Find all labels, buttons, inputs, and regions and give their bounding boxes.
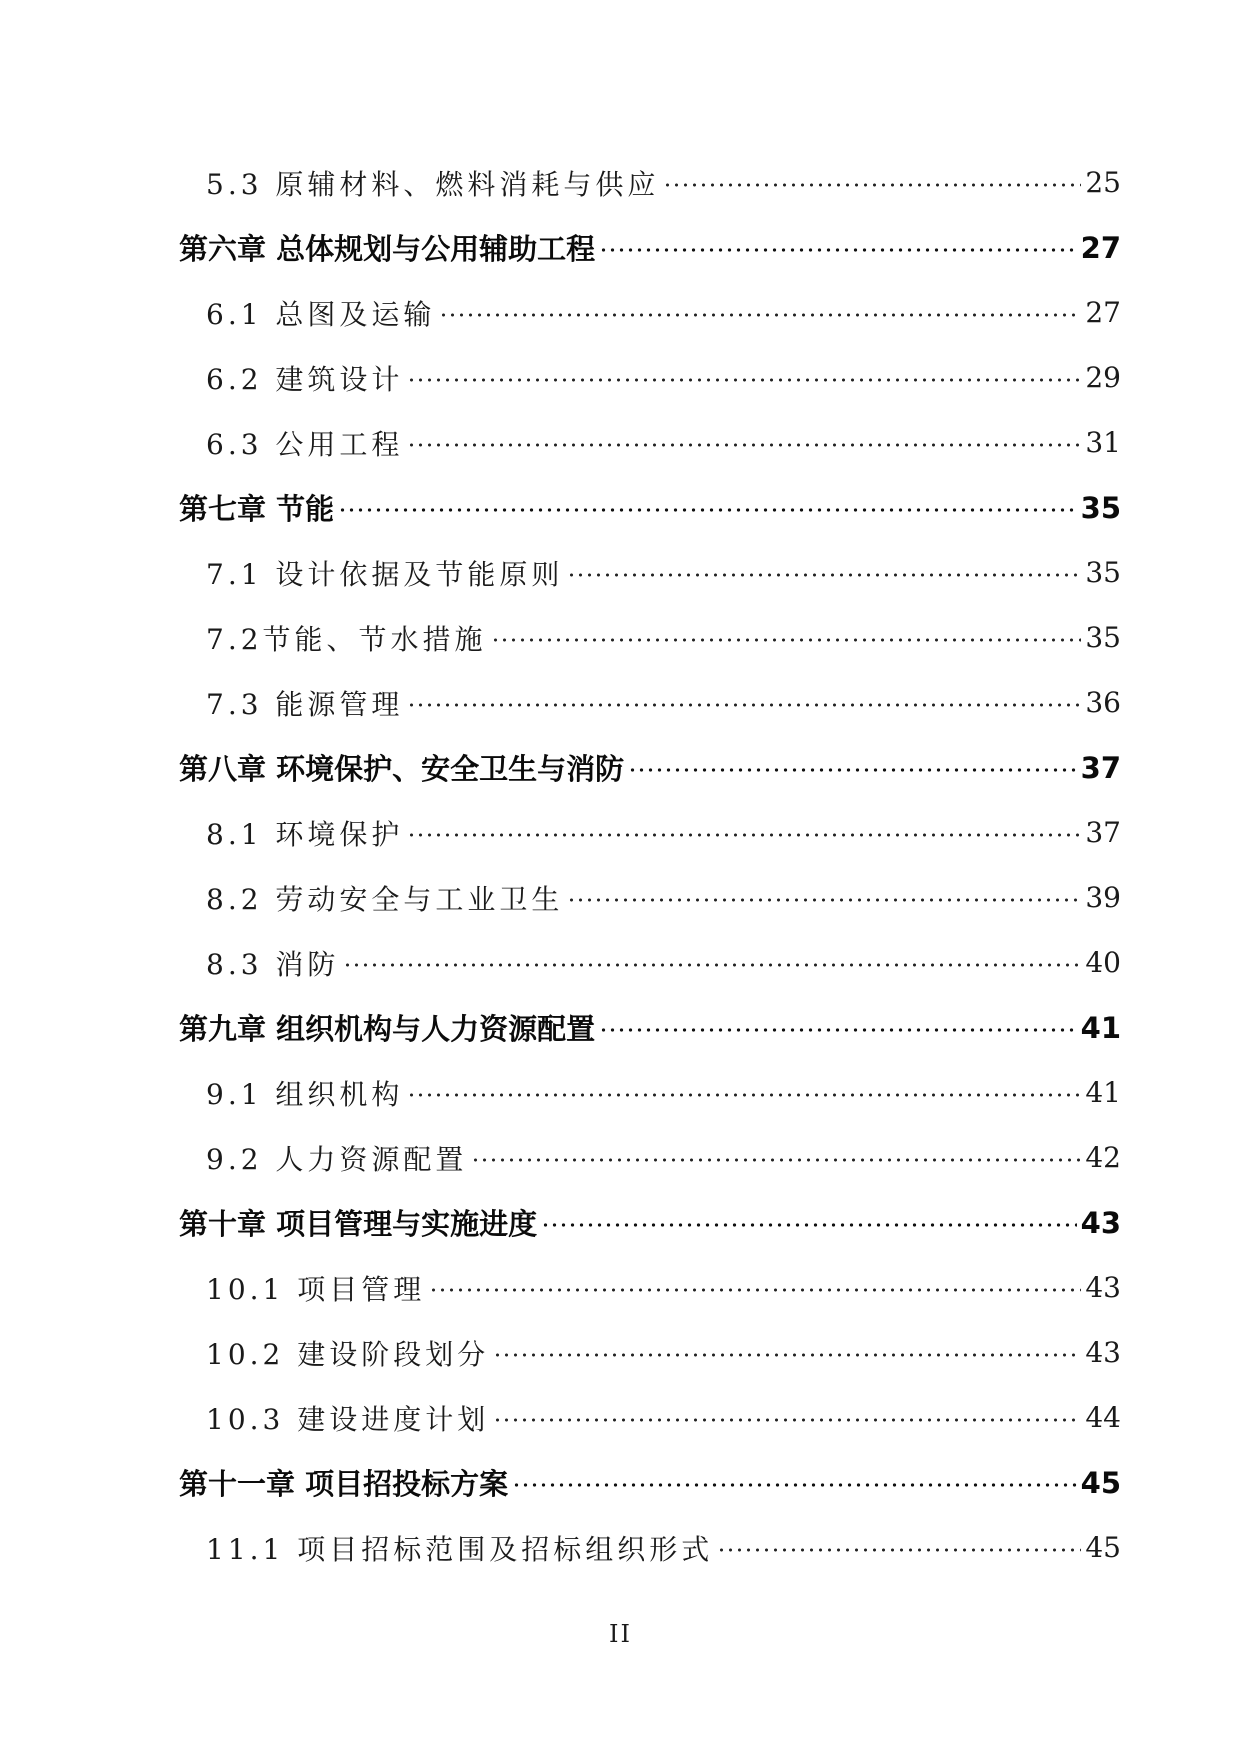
toc-entry-chapter[interactable] bbox=[0, 475, 1241, 540]
toc-entry-section[interactable] bbox=[0, 670, 1241, 735]
toc-entry-page: 35 bbox=[1080, 490, 1121, 525]
toc-entry-section[interactable] bbox=[0, 150, 1241, 215]
toc-entry-title: 11.1 项目招标范围及招标组织形式 bbox=[206, 1532, 714, 1566]
toc-entry-page: 39 bbox=[1085, 881, 1121, 914]
toc-entry-chapter[interactable] bbox=[0, 1450, 1241, 1515]
dot-leader bbox=[599, 1028, 1077, 1032]
dot-leader bbox=[407, 443, 1081, 447]
toc-entry-page: 35 bbox=[1085, 621, 1121, 654]
dot-leader bbox=[599, 248, 1077, 252]
dot-leader bbox=[439, 313, 1081, 317]
toc-entry-section[interactable] bbox=[0, 280, 1241, 345]
toc-entry-page: 43 bbox=[1085, 1336, 1121, 1369]
toc-entry-page: 27 bbox=[1085, 296, 1121, 329]
toc-entry-title: 9.1 组织机构 bbox=[206, 1077, 404, 1111]
dot-leader bbox=[338, 508, 1077, 512]
toc-entry-section[interactable] bbox=[0, 605, 1241, 670]
toc-entry-page: 25 bbox=[1085, 166, 1121, 199]
toc-entry-page: 31 bbox=[1085, 426, 1121, 459]
toc-entry-section[interactable] bbox=[0, 1060, 1241, 1125]
toc-entry-title: 6.2 建筑设计 bbox=[206, 362, 404, 396]
toc-entry-page: 42 bbox=[1085, 1141, 1121, 1174]
toc-entry-title: 8.2 劳动安全与工业卫生 bbox=[206, 882, 564, 916]
dot-leader bbox=[663, 183, 1081, 187]
toc-entry-title: 6.3 公用工程 bbox=[206, 427, 404, 461]
dot-leader bbox=[628, 768, 1077, 772]
toc-entry-title: 10.3 建设进度计划 bbox=[206, 1402, 490, 1436]
dot-leader bbox=[512, 1483, 1077, 1487]
toc-entry-title: 第十一章 项目招投标方案 bbox=[179, 1467, 509, 1501]
toc-entry-page: 36 bbox=[1085, 686, 1121, 719]
toc-entry-title: 8.3 消防 bbox=[206, 947, 340, 981]
toc-entry-section[interactable] bbox=[0, 1320, 1241, 1385]
dot-leader bbox=[717, 1548, 1081, 1552]
toc-entry-title: 第十章 项目管理与实施进度 bbox=[179, 1207, 538, 1241]
dot-leader bbox=[567, 573, 1081, 577]
toc-entry-section[interactable] bbox=[0, 410, 1241, 475]
toc-entry-title: 6.1 总图及运输 bbox=[206, 297, 436, 331]
toc-entry-title: 第六章 总体规划与公用辅助工程 bbox=[179, 232, 596, 266]
dot-leader bbox=[567, 898, 1081, 902]
table-of-contents bbox=[0, 150, 1241, 1580]
toc-entry-page: 35 bbox=[1085, 556, 1121, 589]
dot-leader bbox=[471, 1158, 1081, 1162]
toc-entry-page: 40 bbox=[1085, 946, 1121, 979]
dot-leader bbox=[407, 703, 1081, 707]
toc-entry-page: 44 bbox=[1085, 1401, 1121, 1434]
toc-entry-section[interactable] bbox=[0, 1255, 1241, 1320]
toc-entry-chapter[interactable] bbox=[0, 215, 1241, 280]
dot-leader bbox=[541, 1223, 1077, 1227]
dot-leader bbox=[491, 638, 1082, 642]
toc-entry-title: 7.1 设计依据及节能原则 bbox=[206, 557, 564, 591]
toc-entry-page: 45 bbox=[1080, 1465, 1121, 1500]
toc-entry-chapter[interactable] bbox=[0, 1190, 1241, 1255]
toc-entry-section[interactable] bbox=[0, 1515, 1241, 1580]
dot-leader bbox=[493, 1353, 1081, 1357]
dot-leader bbox=[407, 378, 1081, 382]
toc-entry-title: 7.2节能、节水措施 bbox=[206, 622, 487, 656]
toc-entry-section[interactable] bbox=[0, 1125, 1241, 1190]
toc-entry-page: 29 bbox=[1085, 361, 1121, 394]
toc-entry-title: 9.2 人力资源配置 bbox=[206, 1142, 468, 1176]
page-number: II bbox=[609, 1620, 632, 1648]
dot-leader bbox=[343, 963, 1081, 967]
toc-entry-page: 37 bbox=[1080, 750, 1121, 785]
toc-entry-title: 8.1 环境保护 bbox=[206, 817, 404, 851]
toc-entry-page: 41 bbox=[1085, 1076, 1121, 1109]
toc-entry-title: 第七章 节能 bbox=[179, 492, 335, 526]
toc-entry-title: 第九章 组织机构与人力资源配置 bbox=[179, 1012, 596, 1046]
dot-leader bbox=[429, 1288, 1081, 1292]
toc-entry-chapter[interactable] bbox=[0, 995, 1241, 1060]
dot-leader bbox=[493, 1418, 1081, 1422]
toc-entry-section[interactable] bbox=[0, 865, 1241, 930]
toc-entry-title: 5.3 原辅材料、燃料消耗与供应 bbox=[206, 167, 660, 201]
toc-entry-title: 10.2 建设阶段划分 bbox=[206, 1337, 490, 1371]
toc-entry-page: 43 bbox=[1080, 1205, 1121, 1240]
toc-entry-title: 10.1 项目管理 bbox=[206, 1272, 426, 1306]
toc-entry-page: 43 bbox=[1085, 1271, 1121, 1304]
toc-entry-chapter[interactable] bbox=[0, 735, 1241, 800]
toc-entry-section[interactable] bbox=[0, 800, 1241, 865]
toc-entry-page: 41 bbox=[1080, 1010, 1121, 1045]
toc-entry-page: 27 bbox=[1080, 230, 1121, 265]
dot-leader bbox=[407, 1093, 1081, 1097]
toc-entry-section[interactable] bbox=[0, 1385, 1241, 1450]
toc-entry-title: 第八章 环境保护、安全卫生与消防 bbox=[179, 752, 625, 786]
toc-entry-section[interactable] bbox=[0, 540, 1241, 605]
toc-entry-section[interactable] bbox=[0, 930, 1241, 995]
toc-entry-title: 7.3 能源管理 bbox=[206, 687, 404, 721]
toc-entry-page: 45 bbox=[1085, 1531, 1121, 1564]
toc-entry-section[interactable] bbox=[0, 345, 1241, 410]
dot-leader bbox=[407, 833, 1081, 837]
toc-entry-page: 37 bbox=[1085, 816, 1121, 849]
